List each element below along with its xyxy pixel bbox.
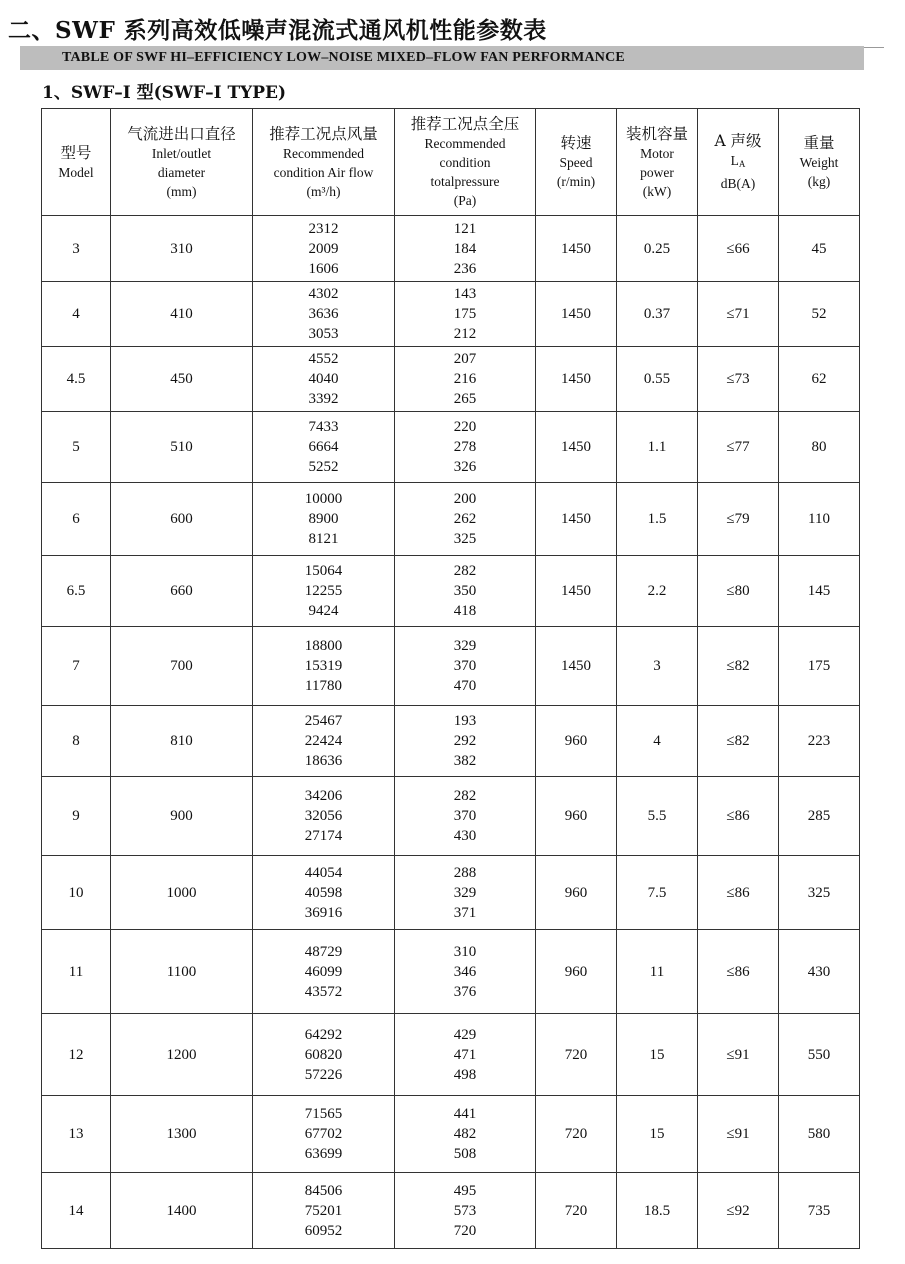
cell-noise: ≤80: [698, 556, 779, 627]
cell-airflow-value: 4040: [308, 371, 339, 387]
cell-diameter: 1400: [111, 1173, 253, 1249]
header-noise-symbol: [698, 151, 778, 174]
header-airflow-zh: 推荐工况点风量: [269, 124, 378, 143]
cell-model: 4.5: [42, 347, 111, 412]
cell-airflow-value: 48729: [304, 943, 343, 960]
cell-noise: ≤66: [698, 216, 779, 282]
table-row: [42, 282, 860, 347]
cell-airflow-value: 3392: [308, 391, 339, 407]
cell-airflow: [253, 1096, 395, 1173]
cell-speed: 720: [536, 1173, 617, 1249]
cell-airflow-value: 22424: [304, 733, 343, 749]
header-diameter-en2: diameter: [157, 164, 206, 180]
header-pressure-en2: condition: [439, 155, 491, 170]
cell-pressure-value: 292: [453, 733, 477, 749]
cell-pressure-value: 236: [453, 260, 477, 277]
cell-airflow-value: 32056: [304, 808, 343, 824]
cell-speed: 960: [536, 777, 617, 856]
cell-speed: 720: [536, 1096, 617, 1173]
banner-title: TABLE OF SWF HI–EFFICIENCY LOW–NOISE MIXED–FLOW FAN PERFORMANCE: [62, 50, 625, 65]
cell-pressure: [395, 856, 536, 930]
cell-model: 5: [42, 412, 111, 483]
cell-pressure: [395, 347, 536, 412]
cell-pressure-value: 278: [453, 439, 477, 455]
cell-airflow-value: 25467: [304, 713, 343, 729]
page-title: 二、SWF 系列高效低噪声混流式通风机性能参数表: [8, 17, 547, 44]
header-speed: [536, 109, 617, 216]
cell-pressure-value: 429: [453, 1026, 477, 1043]
cell-diameter: 510: [111, 412, 253, 483]
cell-model: 6: [42, 483, 111, 556]
cell-airflow: [253, 627, 395, 706]
cell-airflow-value: 71565: [304, 1106, 343, 1122]
cell-diameter: 660: [111, 556, 253, 627]
cell-airflow: [253, 282, 395, 347]
cell-pressure-value: 441: [453, 1106, 477, 1122]
cell-noise: ≤91: [698, 1096, 779, 1173]
cell-noise: ≤92: [698, 1173, 779, 1249]
cell-diameter: 310: [111, 216, 253, 282]
cell-airflow: [253, 412, 395, 483]
cell-airflow: [253, 856, 395, 930]
cell-airflow-value: 43572: [304, 983, 343, 1000]
cell-diameter: 700: [111, 627, 253, 706]
cell-airflow: [253, 1173, 395, 1249]
cell-diameter: 900: [111, 777, 253, 856]
header-motor-en1: Motor: [640, 145, 674, 161]
header-noise-zh: A 声级: [714, 132, 762, 150]
cell-pressure: [395, 412, 536, 483]
cell-pressure-value: 346: [453, 963, 477, 980]
cell-airflow-value: 18800: [304, 638, 343, 654]
cell-pressure-value: 720: [453, 1222, 477, 1239]
cell-pressure: [395, 706, 536, 777]
cell-airflow-value: 8900: [308, 511, 339, 527]
cell-airflow-value: 63699: [304, 1146, 343, 1162]
header-motor-zh: 装机容量: [625, 124, 688, 143]
cell-airflow-value: 12255: [304, 583, 343, 599]
header-diameter-unit: (mm): [166, 183, 197, 199]
cell-airflow-value: 40598: [304, 884, 343, 901]
cell-airflow: [253, 347, 395, 412]
cell-speed: 1450: [536, 627, 617, 706]
cell-noise: ≤86: [698, 777, 779, 856]
cell-airflow-value: 2009: [308, 240, 339, 257]
cell-airflow: [253, 930, 395, 1014]
table-row: [42, 347, 860, 412]
cell-pressure: [395, 1014, 536, 1096]
cell-pressure-value: 370: [453, 808, 477, 824]
cell-pressure-value: 329: [453, 638, 477, 654]
cell-noise: ≤79: [698, 483, 779, 556]
cell-speed: 960: [536, 856, 617, 930]
header-weight-en: Weight: [799, 155, 839, 170]
table-row: [42, 216, 860, 282]
cell-speed: 960: [536, 706, 617, 777]
cell-noise: ≤82: [698, 627, 779, 706]
cell-airflow-value: 44054: [304, 864, 343, 881]
cell-airflow-value: 36916: [304, 904, 343, 921]
cell-pressure-value: 282: [453, 563, 477, 579]
cell-airflow-value: 27174: [304, 828, 343, 844]
cell-airflow-value: 60820: [304, 1046, 343, 1063]
cell-pressure: [395, 777, 536, 856]
table-body: [42, 216, 860, 1249]
cell-airflow-value: 1606: [308, 260, 339, 277]
cell-weight: 735: [779, 1173, 860, 1249]
cell-pressure-value: 495: [453, 1182, 477, 1199]
cell-model: 10: [42, 856, 111, 930]
cell-pressure-value: 430: [453, 828, 477, 844]
cell-model: 4: [42, 282, 111, 347]
header-pressure-zh: 推荐工况点全压: [410, 115, 520, 133]
cell-airflow-value: 67702: [304, 1126, 343, 1142]
cell-motor-power: 1.5: [617, 483, 698, 556]
cell-airflow: [253, 1014, 395, 1096]
header-airflow-unit: (m³/h): [306, 183, 341, 199]
cell-pressure-value: 382: [453, 753, 477, 769]
header-rule: [864, 47, 884, 48]
cell-weight: 110: [779, 483, 860, 556]
cell-pressure: [395, 1096, 536, 1173]
cell-speed: 1450: [536, 412, 617, 483]
cell-pressure: [395, 282, 536, 347]
table-row: [42, 706, 860, 777]
cell-speed: 960: [536, 930, 617, 1014]
cell-weight: 175: [779, 627, 860, 706]
header-weight: [779, 109, 860, 216]
header-airflow: [253, 109, 395, 216]
header-motor-unit: (kW): [642, 183, 672, 199]
cell-noise: ≤86: [698, 856, 779, 930]
cell-pressure-value: 200: [453, 491, 477, 507]
cell-pressure-value: 175: [453, 306, 477, 322]
performance-table: [41, 108, 860, 1249]
cell-speed: 1450: [536, 483, 617, 556]
cell-airflow-value: 4302: [308, 286, 339, 302]
cell-model: 14: [42, 1173, 111, 1249]
cell-pressure-value: 376: [453, 983, 477, 1000]
cell-motor-power: 3: [617, 627, 698, 706]
header-noise-l: L: [730, 153, 739, 168]
cell-weight: 223: [779, 706, 860, 777]
title-banner: [20, 46, 864, 70]
cell-weight: 45: [779, 216, 860, 282]
cell-airflow-value: 3636: [308, 306, 339, 322]
cell-airflow: [253, 483, 395, 556]
cell-airflow-value: 75201: [304, 1202, 343, 1219]
cell-speed: 1450: [536, 282, 617, 347]
header-pressure-en3: totalpressure: [430, 174, 500, 189]
header-diameter-zh: 气流进出口直径: [127, 124, 236, 143]
cell-airflow: [253, 556, 395, 627]
cell-motor-power: 2.2: [617, 556, 698, 627]
cell-airflow-value: 2312: [308, 220, 339, 237]
cell-pressure-value: 350: [453, 583, 477, 599]
cell-speed: 1450: [536, 347, 617, 412]
table-row: [42, 627, 860, 706]
cell-pressure: [395, 627, 536, 706]
cell-airflow-value: 6664: [308, 439, 339, 455]
cell-weight: 285: [779, 777, 860, 856]
table-header-row: [42, 109, 860, 216]
table-row: [42, 1096, 860, 1173]
cell-airflow: [253, 706, 395, 777]
cell-motor-power: 4: [617, 706, 698, 777]
header-pressure: [395, 109, 536, 216]
cell-motor-power: 0.55: [617, 347, 698, 412]
cell-airflow-value: 15319: [304, 658, 343, 674]
cell-pressure-value: 325: [453, 531, 477, 547]
cell-model: 7: [42, 627, 111, 706]
cell-airflow-value: 7433: [308, 419, 339, 435]
cell-pressure-value: 508: [453, 1146, 477, 1162]
cell-pressure-value: 310: [453, 943, 477, 960]
cell-weight: 62: [779, 347, 860, 412]
cell-pressure-value: 573: [453, 1202, 477, 1219]
cell-pressure-value: 471: [453, 1046, 477, 1063]
cell-pressure-value: 216: [453, 371, 477, 387]
cell-diameter: 810: [111, 706, 253, 777]
cell-speed: 720: [536, 1014, 617, 1096]
header-airflow-en1: Recommended: [283, 145, 364, 161]
cell-pressure-value: 470: [453, 678, 477, 694]
table-row: [42, 1014, 860, 1096]
cell-pressure: [395, 216, 536, 282]
cell-motor-power: 18.5: [617, 1173, 698, 1249]
cell-airflow-value: 9424: [308, 603, 339, 619]
cell-noise: ≤91: [698, 1014, 779, 1096]
header-pressure-en1: Recommended: [424, 136, 506, 151]
cell-diameter: 1000: [111, 856, 253, 930]
cell-diameter: 1100: [111, 930, 253, 1014]
cell-pressure-value: 184: [453, 240, 477, 257]
cell-pressure-value: 482: [453, 1126, 477, 1142]
header-model-en: Model: [58, 164, 94, 180]
cell-diameter: 410: [111, 282, 253, 347]
cell-model: 13: [42, 1096, 111, 1173]
cell-airflow-value: 64292: [304, 1026, 343, 1043]
header-speed-unit: (r/min): [556, 174, 596, 189]
cell-noise: ≤82: [698, 706, 779, 777]
header-airflow-en2: condition Air flow: [273, 164, 374, 180]
cell-pressure-value: 371: [453, 904, 477, 921]
cell-weight: 430: [779, 930, 860, 1014]
cell-diameter: 1200: [111, 1014, 253, 1096]
cell-pressure-value: 282: [453, 788, 477, 804]
cell-noise: ≤77: [698, 412, 779, 483]
cell-pressure-value: 265: [453, 391, 477, 407]
cell-airflow-value: 4552: [308, 351, 339, 367]
cell-weight: 80: [779, 412, 860, 483]
header-weight-zh: 重量: [803, 134, 835, 152]
header-motor-en2: power: [640, 164, 674, 180]
cell-pressure-value: 212: [453, 326, 477, 342]
cell-airflow-value: 84506: [304, 1182, 343, 1199]
cell-model: 3: [42, 216, 111, 282]
table-row: [42, 556, 860, 627]
cell-noise: ≤71: [698, 282, 779, 347]
cell-speed: 1450: [536, 216, 617, 282]
cell-airflow-value: 57226: [304, 1066, 343, 1083]
cell-pressure-value: 207: [453, 351, 477, 367]
header-diameter-en1: Inlet/outlet: [151, 145, 212, 161]
cell-weight: 550: [779, 1014, 860, 1096]
header-speed-zh: 转速: [560, 134, 592, 152]
table-row: [42, 412, 860, 483]
header-model: [42, 109, 111, 216]
cell-motor-power: 1.1: [617, 412, 698, 483]
cell-weight: 52: [779, 282, 860, 347]
cell-model: 8: [42, 706, 111, 777]
cell-noise: ≤86: [698, 930, 779, 1014]
cell-model: 12: [42, 1014, 111, 1096]
cell-motor-power: 15: [617, 1096, 698, 1173]
cell-motor-power: 5.5: [617, 777, 698, 856]
cell-model: 9: [42, 777, 111, 856]
cell-airflow-value: 15064: [304, 563, 343, 579]
section-subtitle: 1、SWF–I 型(SWF–I TYPE): [42, 83, 287, 103]
cell-airflow-value: 8121: [308, 531, 339, 547]
cell-model: 6.5: [42, 556, 111, 627]
table-row: [42, 483, 860, 556]
cell-airflow-value: 3053: [308, 326, 339, 342]
cell-pressure-value: 418: [453, 603, 477, 619]
cell-pressure-value: 193: [453, 713, 477, 729]
cell-pressure: [395, 1173, 536, 1249]
cell-motor-power: 7.5: [617, 856, 698, 930]
table-row: [42, 777, 860, 856]
header-speed-en: Speed: [559, 155, 593, 170]
cell-pressure: [395, 556, 536, 627]
header-weight-unit: (kg): [807, 174, 831, 189]
cell-pressure-value: 370: [453, 658, 477, 674]
cell-airflow-value: 11780: [305, 678, 342, 694]
cell-noise: ≤73: [698, 347, 779, 412]
cell-weight: 145: [779, 556, 860, 627]
header-noise-sub: A: [738, 159, 746, 169]
cell-pressure-value: 288: [453, 864, 477, 881]
cell-pressure-value: 326: [453, 459, 477, 475]
table-row: [42, 930, 860, 1014]
cell-pressure-value: 262: [453, 511, 477, 527]
cell-diameter: 450: [111, 347, 253, 412]
header-pressure-unit: (Pa): [453, 193, 477, 208]
cell-motor-power: 15: [617, 1014, 698, 1096]
cell-airflow-value: 60952: [304, 1222, 343, 1239]
cell-motor-power: 11: [617, 930, 698, 1014]
header-noise: [698, 109, 779, 216]
cell-pressure: [395, 483, 536, 556]
cell-airflow-value: 46099: [304, 963, 343, 980]
cell-weight: 580: [779, 1096, 860, 1173]
cell-model: 11: [42, 930, 111, 1014]
cell-diameter: 1300: [111, 1096, 253, 1173]
cell-pressure-value: 143: [453, 286, 477, 302]
cell-pressure-value: 498: [453, 1066, 477, 1083]
header-motor: [617, 109, 698, 216]
cell-airflow-value: 34206: [304, 788, 343, 804]
cell-airflow: [253, 216, 395, 282]
header-model-zh: 型号: [60, 143, 92, 162]
cell-weight: 325: [779, 856, 860, 930]
cell-pressure-value: 329: [453, 884, 477, 901]
table-row: [42, 1173, 860, 1249]
header-noise-unit: dB(A): [720, 176, 756, 191]
header-diameter: [111, 109, 253, 216]
cell-pressure-value: 121: [453, 220, 477, 237]
cell-airflow-value: 10000: [304, 491, 343, 507]
cell-motor-power: 0.25: [617, 216, 698, 282]
cell-speed: 1450: [536, 556, 617, 627]
cell-airflow-value: 5252: [308, 459, 339, 475]
cell-airflow-value: 18636: [304, 753, 343, 769]
cell-diameter: 600: [111, 483, 253, 556]
cell-airflow: [253, 777, 395, 856]
cell-pressure-value: 220: [453, 419, 477, 435]
table-row: [42, 856, 860, 930]
cell-pressure: [395, 930, 536, 1014]
cell-motor-power: 0.37: [617, 282, 698, 347]
